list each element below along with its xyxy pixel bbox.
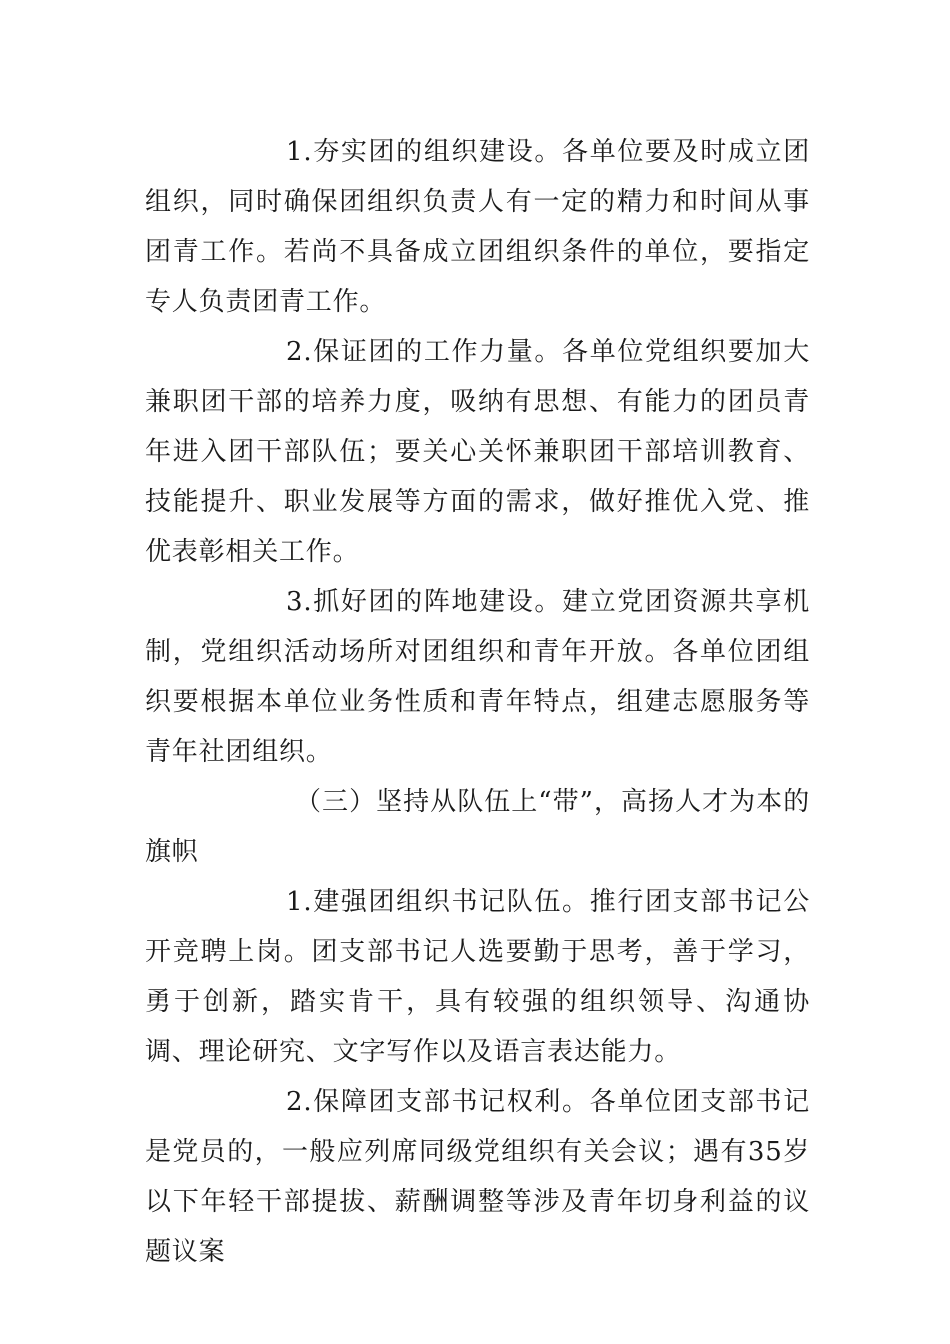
document-body bbox=[145, 127, 810, 1277]
paragraph-work-force: 2.保证团的工作力量。各单位党组织要加大兼职团干部的培养力度，吸纳有思想、有能力的团员青年进入团干部队伍；要关心关怀兼职团干部培训教育、技能提升、职业发展等方面的需求，做好推优入党、推优表彰相关工作。 bbox=[145, 337, 810, 567]
paragraph-secretary-rights: 2.保障团支部书记权利。各单位团支部书记是党员的，一般应列席同级党组织有关会议；遇有35岁以下年轻干部提拔、薪酬调整等涉及青年切身利益的议题议案 bbox=[145, 1087, 810, 1267]
paragraph-secretary-team: 1.建强团组织书记队伍。推行团支部书记公开竞聘上岗。团支部书记人选要勤于思考，善于学习，勇于创新，踏实肯干，具有较强的组织领导、沟通协调、理论研究、文字写作以及语言表达能力。 bbox=[145, 887, 810, 1067]
paragraph-position-building: 3.抓好团的阵地建设。建立党团资源共享机制，党组织活动场所对团组织和青年开放。各单位团组织要根据本单位业务性质和青年特点，组建志愿服务等青年社团组织。 bbox=[145, 587, 810, 767]
section-heading-three: （三）坚持从队伍上“带”，高扬人才为本的旗帜 bbox=[145, 787, 810, 867]
paragraph-organization-building: 1.夯实团的组织建设。各单位要及时成立团组织，同时确保团组织负责人有一定的精力和时间从事团青工作。若尚不具备成立团组织条件的单位，要指定专人负责团青工作。 bbox=[145, 137, 810, 317]
